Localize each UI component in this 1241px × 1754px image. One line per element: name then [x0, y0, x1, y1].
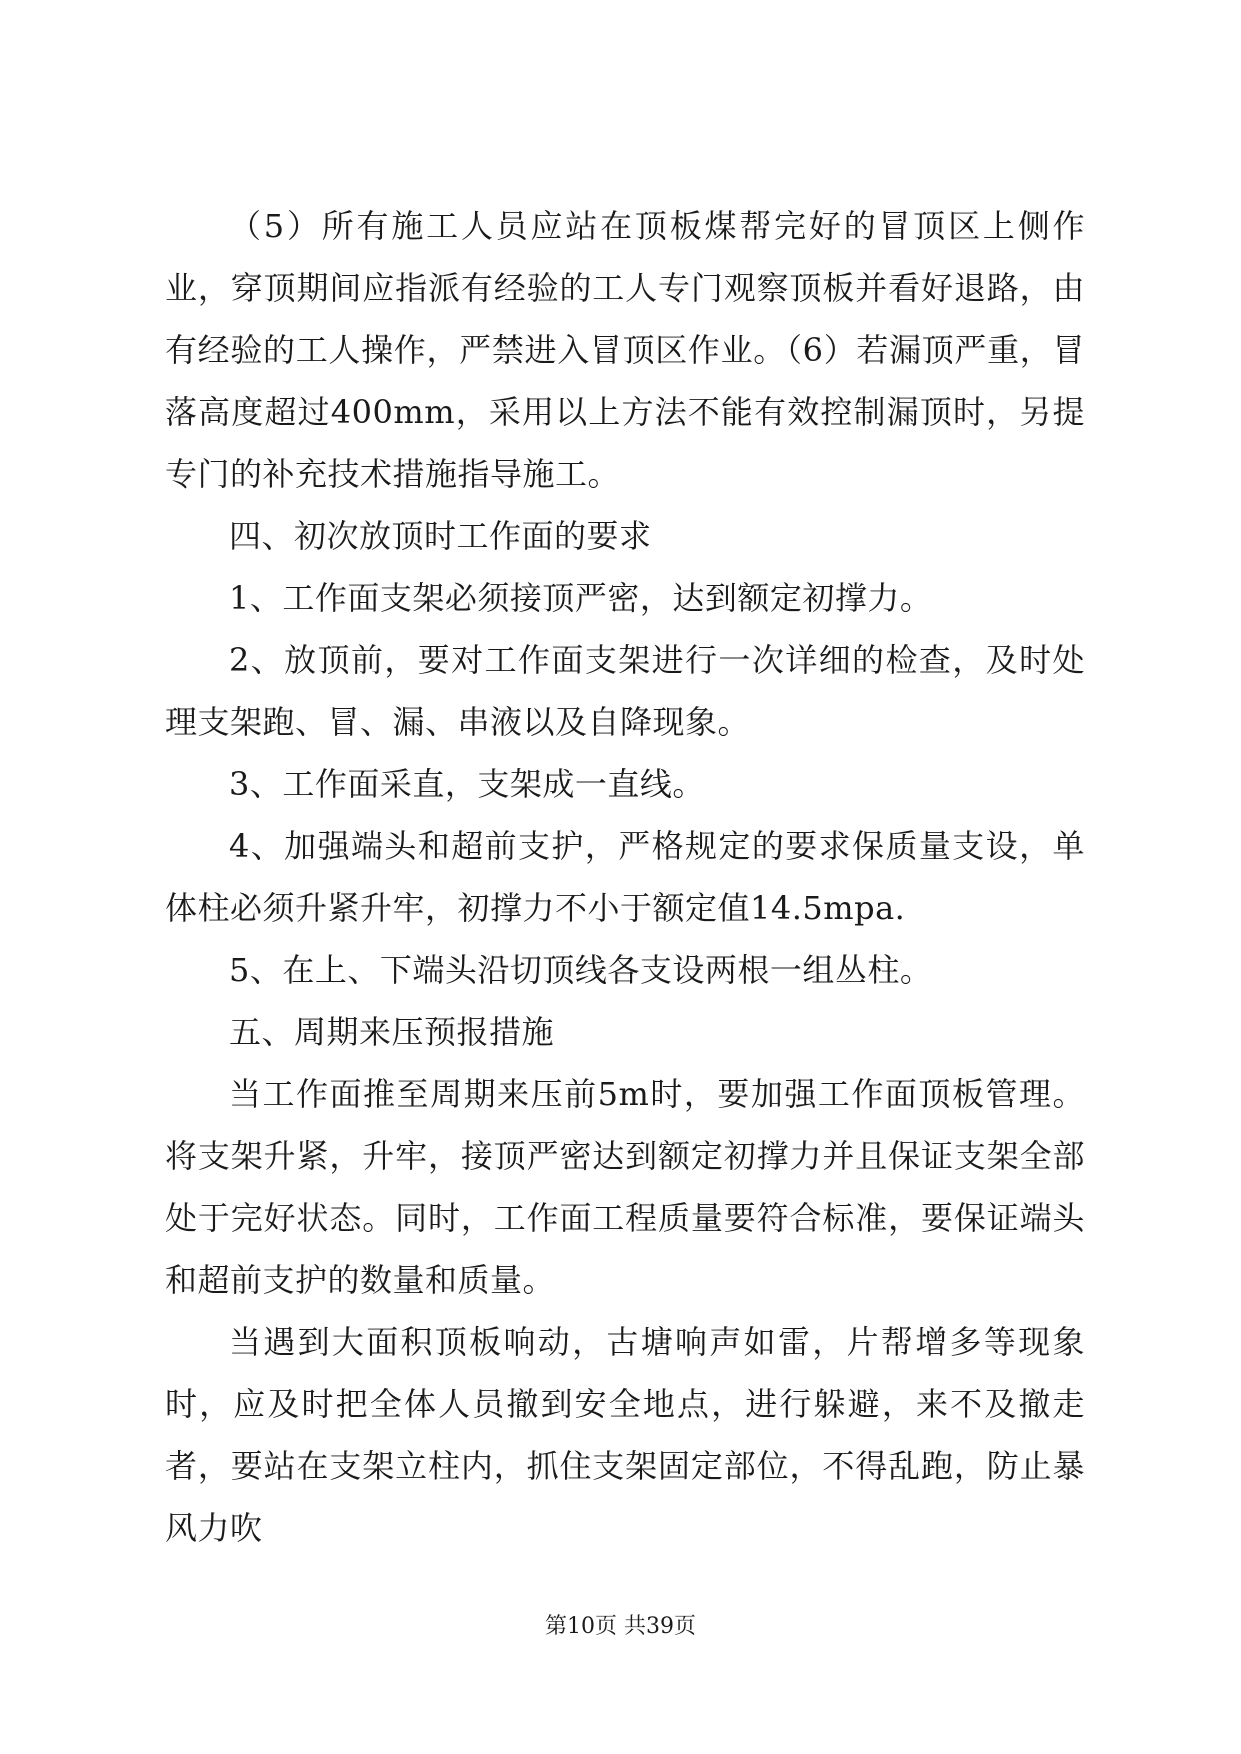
page-number-footer: 第10页 共39页 — [545, 1614, 696, 1639]
section-heading: 四、初次放顶时工作面的要求 — [229, 517, 652, 555]
paragraph: 当工作面推至周期来压前5m时，要加强工作面顶板管理。将支架升紧，升牢，接顶严密达到额定初撑力并且保证支架全部处于完好状态。同时，工作面工程质量要符合标准，要保证端头和超前支护的数量和质量。 — [165, 1075, 1085, 1299]
section-heading: 五、周期来压预报措施 — [229, 1013, 555, 1051]
paragraph: 4、加强端头和超前支护，严格规定的要求保质量支设，单体柱必须升紧升牢，初撑力不小于额定值14.5mpa. — [165, 827, 1085, 927]
paragraph: 当遇到大面积顶板响动，古塘响声如雷，片帮增多等现象时，应及时把全体人员撤到安全地点，进行躲避，来不及撤走者，要站在支架立柱内，抓住支架固定部位，不得乱跑，防止暴风力吹 — [165, 1323, 1085, 1547]
paragraph: 2、放顶前，要对工作面支架进行一次详细的检查，及时处理支架跑、冒、漏、串液以及自降现象。 — [165, 641, 1085, 741]
paragraph: （5）所有施工人员应站在顶板煤帮完好的冒顶区上侧作业，穿顶期间应指派有经验的工人专门观察顶板并看好退路，由有经验的工人操作，严禁进入冒顶区作业。（6）若漏顶严重，冒落高度超过400mm，采用以上方法不能有效控制漏顶时，另提专门的补充技术措施指导施工。 — [165, 207, 1085, 493]
paragraph: 5、在上、下端头沿切顶线各支设两根一组丛柱。 — [229, 951, 933, 989]
paragraph: 3、工作面采直，支架成一直线。 — [229, 765, 705, 803]
paragraph: 1、工作面支架必须接顶严密，达到额定初撑力。 — [229, 579, 933, 617]
document-body — [165, 195, 1085, 1559]
